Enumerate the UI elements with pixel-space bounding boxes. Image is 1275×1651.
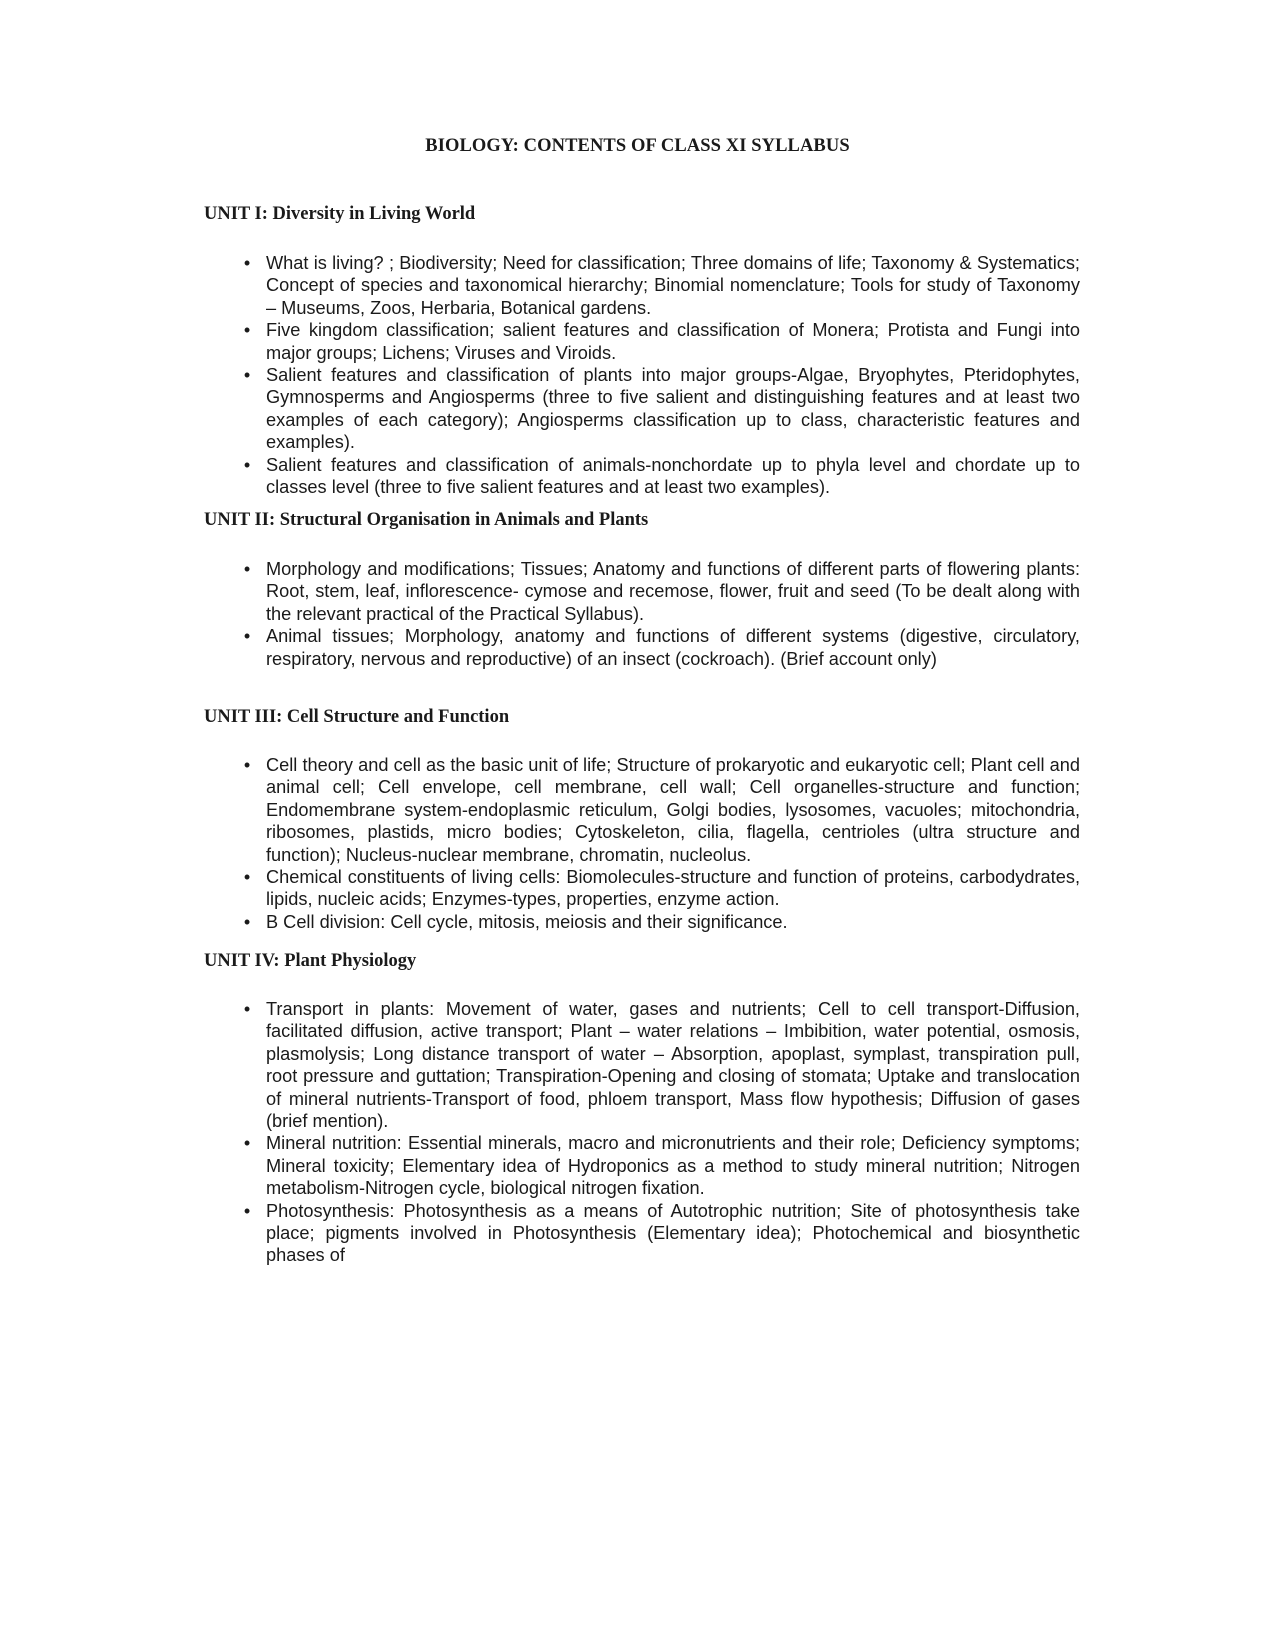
list-item-text: Photosynthesis: Photosynthesis as a means of Autotrophic nutrition; Site of photosynthesis take place; pigments involved in Photosynthesis (Elementary idea); Photochemical and biosynthetic phases of <box>266 1200 1080 1266</box>
list-item <box>240 558 1080 625</box>
list-item <box>240 1132 1080 1199</box>
list-item-text: Salient features and classification of plants into major groups-Algae, Bryophytes, Pteridophytes, Gymnosperms and Angiosperms (three to five salient and distinguishing features and at least two examples of each category); Angiosperms classification up to class, characteristic features and examples). <box>266 365 1080 453</box>
list-item <box>240 866 1080 911</box>
list-item <box>240 911 1080 933</box>
list-item-text: Cell theory and cell as the basic unit of life; Structure of prokaryotic and eukaryotic cell; Plant cell and animal cell; Cell envelope, cell membrane, cell wall; Cell organelles-structure and function; Endomembrane system-endoplasmic reticulum, Golgi bodies, lysosomes, vacuoles; mitochondria, ribosomes, plastids, micro bodies; Cytoskeleton, cilia, flagella, centrioles (ultra structure and function); Nucleus-nuclear membrane, chromatin, nucleolus. <box>266 755 1080 865</box>
unit-2-list <box>240 558 1080 670</box>
unit-3-list <box>240 754 1080 933</box>
list-item-text: Transport in plants: Movement of water, gases and nutrients; Cell to cell transport-Diffusion, facilitated diffusion, active transport; Plant – water relations – Imbibition, water potential, osmosis, plasmolysis; Long distance transport of water – Absorption, apoplast, symplast, transpiration pull, root pressure and guttation; Transpiration-Opening and closing of stomata; Uptake and translocation of mineral nutrients-Transport of food, phloem transport, Mass flow hypothesis; Diffusion of gases (brief mention). <box>266 999 1080 1132</box>
list-item-text: Chemical constituents of living cells: Biomolecules-structure and function of proteins, carbodydrates, lipids, nucleic acids; Enzymes-types, properties, enzyme action. <box>266 867 1080 910</box>
bullet-icon: • <box>243 999 251 1019</box>
bullet-icon: • <box>243 1133 251 1154</box>
unit-1-heading: UNIT I: Diversity in Living World <box>204 204 476 224</box>
bullet-icon: • <box>243 1200 251 1221</box>
bullet-icon: • <box>243 454 251 475</box>
unit-2-heading: UNIT II: Structural Organisation in Animals and Plants <box>204 510 649 530</box>
bullet-icon: • <box>243 559 251 579</box>
list-item-text: Mineral nutrition: Essential minerals, macro and micronutrients and their role; Deficiency symptoms; Mineral toxicity; Elementary idea of Hydroponics as a method to study mineral nutrition; Nitrogen metabolism-Nitrogen cycle, biological nitrogen fixation. <box>266 1133 1080 1199</box>
list-item <box>240 319 1080 364</box>
unit-4-heading: UNIT IV: Plant Physiology <box>204 951 417 971</box>
list-item-text: What is living? ; Biodiversity; Need for classification; Three domains of life; Taxonomy & Systematics; Concept of species and taxonomical hierarchy; Binomial nomenclature; Tools for study of Taxonomy – Museums, Zoos, Herbaria, Botanical gardens. <box>266 253 1080 318</box>
list-item <box>240 625 1080 670</box>
unit-1-list <box>240 252 1080 498</box>
bullet-icon: • <box>243 755 251 775</box>
list-item <box>240 754 1080 866</box>
document-title: BIOLOGY: CONTENTS OF CLASS XI SYLLABUS <box>425 136 850 156</box>
list-item-text: Morphology and modifications; Tissues; Anatomy and functions of different parts of flowering plants: Root, stem, leaf, inflorescence- cymose and recemose, flower, fruit and seed (To be dealt along with the relevant practical of the Practical Syllabus). <box>266 559 1080 624</box>
list-item-text: Animal tissues; Morphology, anatomy and functions of different systems (digestive, circulatory, respiratory, nervous and reproductive) of an insect (cockroach). (Brief account only) <box>266 626 1080 669</box>
list-item-text: Five kingdom classification; salient features and classification of Monera; Protista and Fungi into major groups; Lichens; Viruses and Viroids. <box>266 320 1080 363</box>
unit-4-list <box>240 998 1080 1267</box>
bullet-icon: • <box>243 867 251 888</box>
list-item <box>240 998 1080 1132</box>
list-item <box>240 364 1080 454</box>
list-item-text: B Cell division: Cell cycle, mitosis, meiosis and their significance. <box>266 911 788 932</box>
list-item <box>240 252 1080 319</box>
list-item-text: Salient features and classification of animals-nonchordate up to phyla level and chordate up to classes level (three to five salient features and at least two examples). <box>266 454 1080 498</box>
bullet-icon: • <box>243 253 251 273</box>
list-item <box>240 454 1080 499</box>
bullet-icon: • <box>243 911 251 932</box>
list-item <box>240 1200 1080 1267</box>
bullet-icon: • <box>243 365 251 386</box>
unit-3-heading: UNIT III: Cell Structure and Function <box>204 707 510 727</box>
bullet-icon: • <box>243 320 251 341</box>
bullet-icon: • <box>243 626 251 647</box>
